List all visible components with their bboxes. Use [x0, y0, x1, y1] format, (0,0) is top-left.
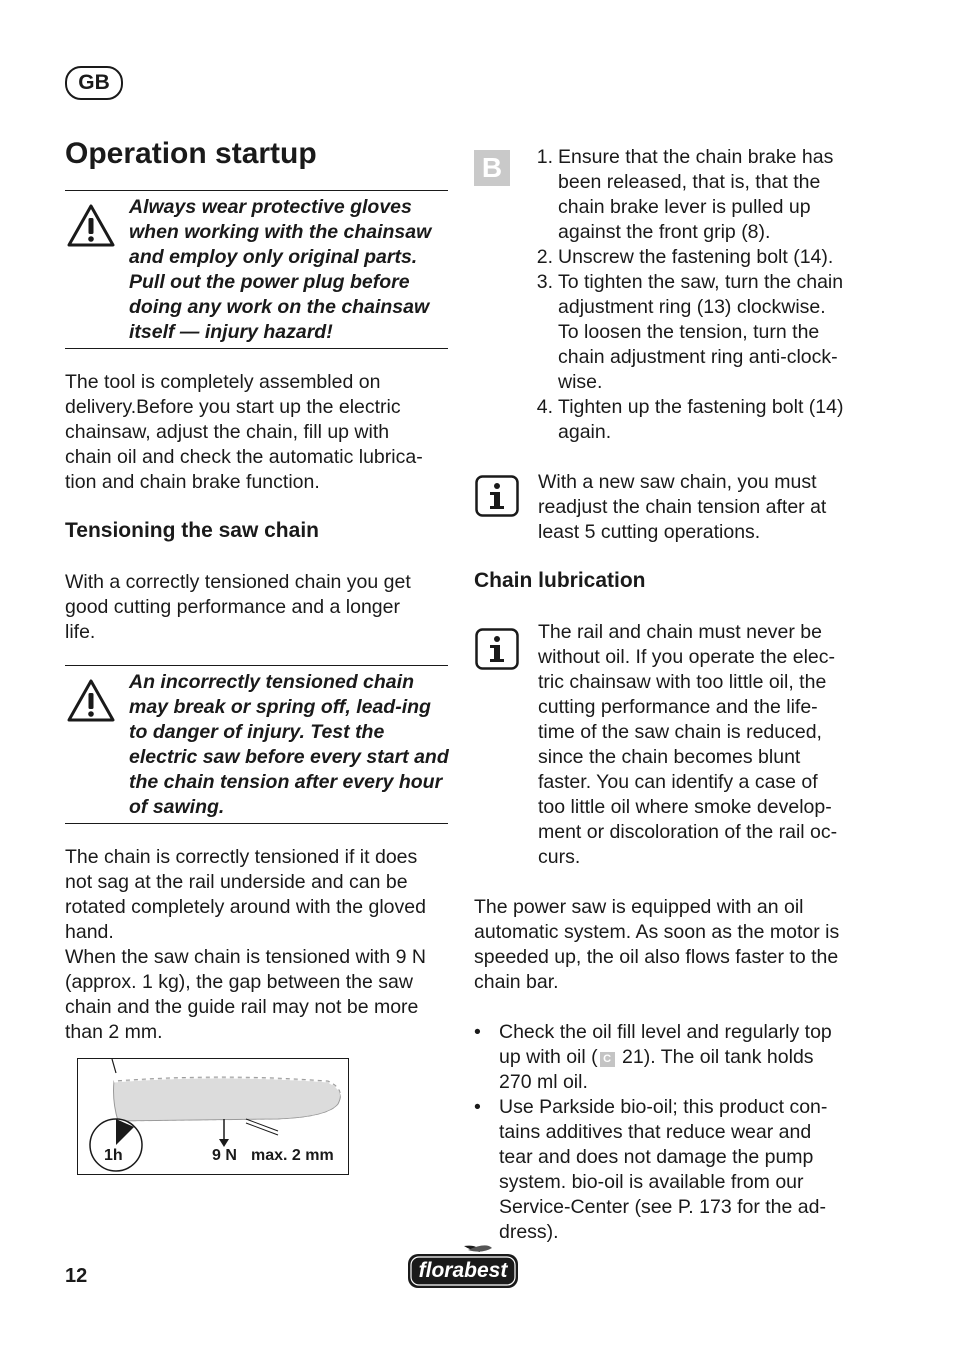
info-icon: [475, 475, 519, 517]
warning-text: Always wear protective gloves when working with the chainsaw and employ only original parts. Pull out the power plug before doing any work on the chainsaw itself — injury hazard!: [129, 196, 432, 343]
florabest-logo: [406, 1244, 520, 1290]
chain-tension-figure: [77, 1058, 349, 1175]
page-title: Operation startup: [65, 137, 317, 170]
oil-bullets-list: [474, 1020, 869, 1245]
list-item: 1. Ensure that the chain brake has been released, that is, that the chain brake lever is pulled up against the front grip (8).: [536, 146, 834, 243]
heading-tensioning: Tensioning the saw chain: [65, 519, 319, 542]
language-badge: GB: [65, 66, 123, 100]
info-new-chain: With a new saw chain, you must readjust the chain tension after at least 5 cutting operations.: [538, 471, 827, 543]
intro-paragraph: The tool is completely assembled on delivery.Before you start up the electric chainsaw, adjust the chain, fill up with chain oil and check the automatic lubrica- tion and chain brake function.: [65, 371, 423, 493]
warning-text: An incorrectly tensioned chain may break or spring off, lead-ing to danger of injury. Test the electric saw before every start and the chain tension after every hour of sawing.: [129, 671, 449, 818]
figure-ref-c-icon: C: [600, 1052, 615, 1067]
warning-box-gloves: [65, 190, 448, 349]
tension-steps-list: [536, 145, 868, 445]
section-marker-b: B: [474, 150, 510, 186]
tension-intro-paragraph: With a correctly tensioned chain you get good cutting performance and a longer life.: [65, 571, 411, 643]
list-item: 2. Unscrew the fastening bolt (14).: [536, 246, 834, 268]
brand-name: florabest: [418, 1259, 508, 1282]
heading-chain-lubrication: Chain lubrication: [474, 569, 646, 592]
list-item: • Use Parkside bio-oil; this product con- tains additives that reduce wear and tear and does not damage the pump system. bio-oil is available from our Service-Center (see P. 173 for the ad- dress).: [474, 1096, 828, 1243]
figure-label-force: 9 N: [212, 1147, 237, 1164]
warning-triangle-icon: [66, 678, 116, 724]
info-oil-warning: The rail and chain must never be without oil. If you operate the elec- tric chainsaw with too little oil, the cutting performance and the life- time of the saw chain is reduced, since the chain becomes blunt faster. You can identify a case of too little oil where smoke develop- ment or discoloration of the rail oc- curs.: [538, 621, 838, 868]
list-item: • Check the oil fill level and regularly top up with oil ( C 21). The oil tank holds 270 ml oil.: [474, 1021, 832, 1093]
oil-system-paragraph: The power saw is equipped with an oil automatic system. As soon as the motor is speeded up, the oil also flows faster to the chain bar.: [474, 896, 840, 993]
warning-triangle-icon: [66, 203, 116, 249]
page-number: 12: [65, 1265, 88, 1287]
list-item: 4. Tighten up the fastening bolt (14) again.: [536, 396, 844, 443]
warning-box-tension: [65, 665, 448, 824]
list-item: 3. To tighten the saw, turn the chain adjustment ring (13) clockwise. To loosen the tension, turn the chain adjustment ring anti-clock- wise.: [536, 271, 844, 393]
info-icon: [475, 628, 519, 670]
tension-body-paragraph: The chain is correctly tensioned if it does not sag at the rail underside and can be rotated completely around with the gloved hand. When the saw chain is tensioned with 9 N (approx. 1 kg), the gap between the saw chain and the guide rail may not be more than 2 mm.: [65, 846, 426, 1043]
figure-label-gap: max. 2 mm: [251, 1147, 334, 1164]
figure-label-time: 1h: [104, 1147, 123, 1164]
